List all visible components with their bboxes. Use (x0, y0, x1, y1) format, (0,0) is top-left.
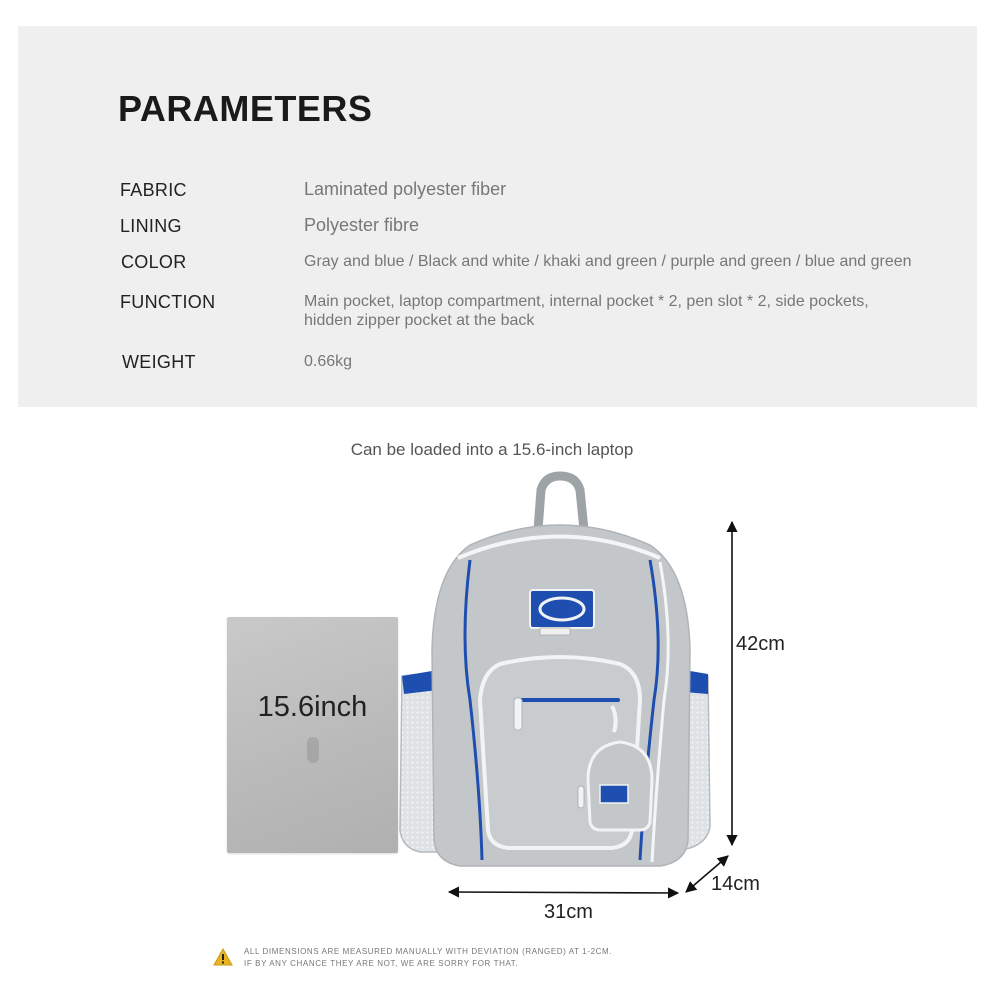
warning-icon (213, 948, 233, 966)
width-arrow (449, 892, 678, 893)
zipper-pull (514, 698, 522, 730)
laptop-caption: Can be loaded into a 15.6-inch laptop (350, 440, 634, 459)
param-value-line: hidden zipper pocket at the back (304, 312, 535, 329)
param-label: COLOR (121, 252, 187, 272)
param-value: 0.66kg (304, 353, 353, 370)
param-label: LINING (120, 216, 182, 236)
backpack-handle (538, 476, 584, 530)
param-value-line: Main pocket, laptop compartment, internal pocket * 2, pen slot * 2, side pockets, (304, 293, 869, 310)
param-value: Polyester fibre (304, 215, 420, 235)
disclaimer-line: IF BY ANY CHANCE THEY ARE NOT, WE ARE SORRY FOR THAT. (244, 959, 519, 968)
depth-label: 14cm (711, 873, 760, 895)
disclaimer-text (244, 946, 764, 970)
param-label: WEIGHT (122, 352, 196, 372)
laptop-size-label: 15.6inch (257, 691, 368, 723)
param-label: FABRIC (120, 180, 187, 200)
mini-pouch-patch (600, 785, 628, 803)
width-label: 31cm (544, 901, 593, 923)
parameters-title: PARAMETERS (118, 88, 373, 129)
mini-pouch-pull (578, 786, 584, 808)
disclaimer-line: ALL DIMENSIONS ARE MEASURED MANUALLY WITH DEVIATION (RANGED) AT 1-2CM. (244, 947, 613, 956)
param-label: FUNCTION (120, 292, 216, 312)
height-label: 42cm (736, 633, 785, 655)
param-value: Gray and blue / Black and white / khaki and green / purple and green / blue and green (304, 253, 912, 270)
param-value: Laminated polyester fiber (304, 179, 507, 199)
brand-tag (540, 628, 570, 635)
